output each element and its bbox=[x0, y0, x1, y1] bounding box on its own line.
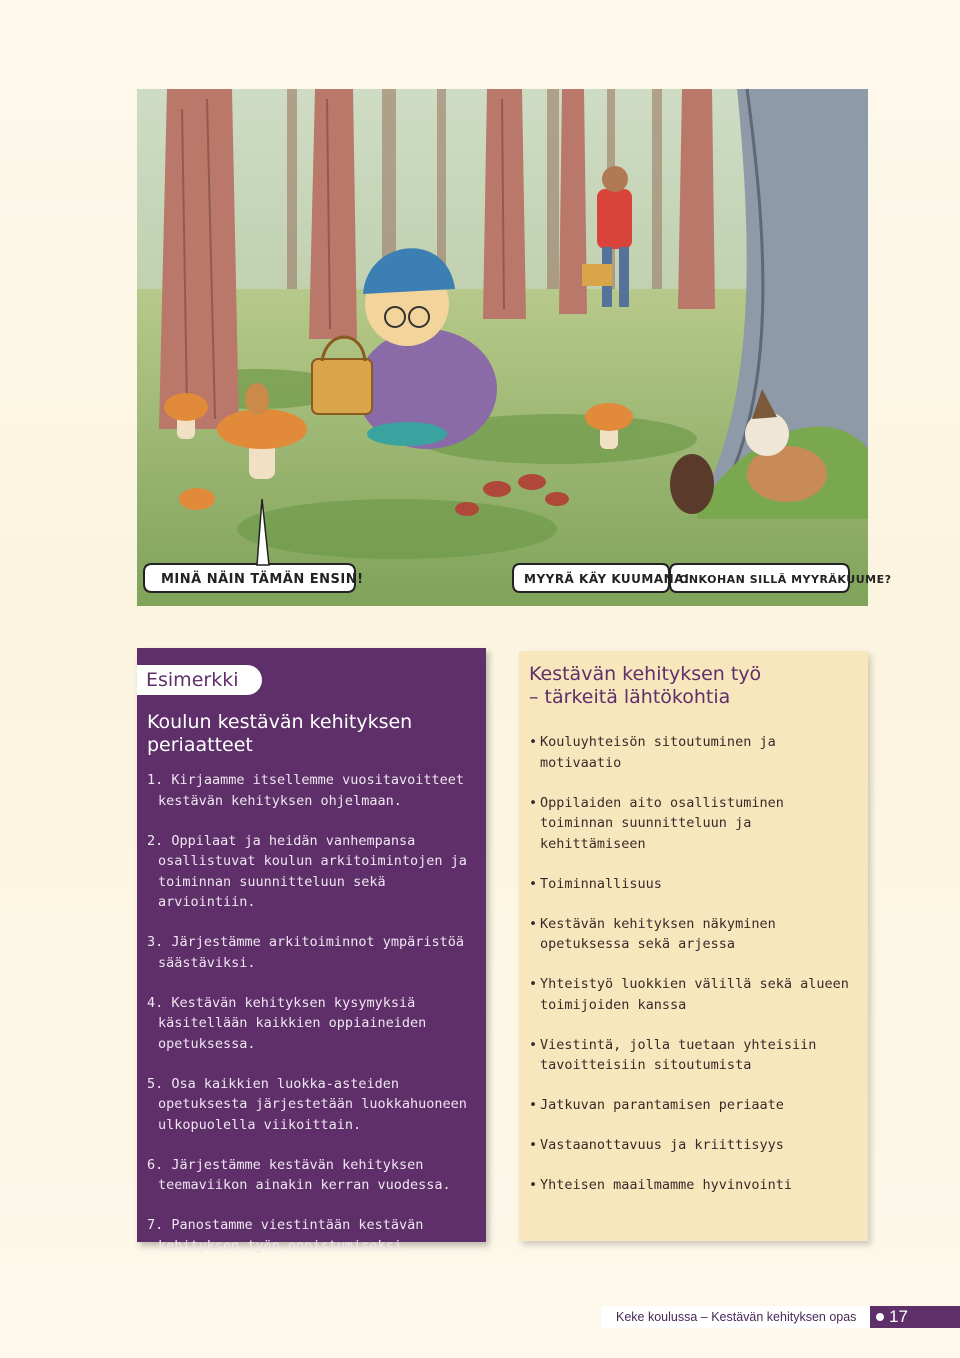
bullet-icon: • bbox=[529, 875, 538, 892]
basis-panel bbox=[519, 651, 868, 1241]
principle-item: 5. Osa kaikkien luokka-asteiden opetuksesta järjestetään luokkahuoneen ulkopuolella viikoittain. bbox=[147, 1075, 467, 1133]
basis-item bbox=[529, 732, 861, 773]
speech-bubble-right: ONKOHAN SILLÄ MYYRÄKUUME? bbox=[679, 573, 892, 586]
bullet-icon: • bbox=[529, 1036, 538, 1053]
page-dot-icon bbox=[876, 1313, 884, 1321]
forest-drawing bbox=[137, 89, 892, 606]
basis-title bbox=[529, 663, 859, 709]
basis-title-line2: – tärkeitä lähtökohtia bbox=[529, 686, 731, 708]
basis-item bbox=[529, 914, 861, 955]
speech-bubble-middle: MYYRÄ KÄY KUUMANA! bbox=[524, 572, 690, 586]
bullet-icon: • bbox=[529, 976, 538, 992]
bullet-icon: • bbox=[529, 794, 538, 811]
basis-item-text: Jatkuvan parantamisen periaate bbox=[540, 1097, 784, 1113]
basis-item-text: Viestintä, jolla tuetaan yhteisiin tavoitteisiin sitoutumista bbox=[540, 1036, 817, 1073]
basis-item bbox=[529, 874, 861, 895]
basis-item-text: Yhteistyö luokkien välillä sekä alueen toimijoiden kanssa bbox=[540, 976, 849, 1013]
bullet-icon: • bbox=[529, 1097, 538, 1113]
basis-item-text: Kestävän kehityksen näkyminen opetuksessa sekä arjessa bbox=[540, 915, 776, 952]
basis-title-line1: Kestävän kehityksen työ bbox=[529, 663, 762, 685]
example-panel bbox=[137, 648, 486, 1254]
basis-item-text: Oppilaiden aito osallistuminen toiminnan suunnitteluun ja kehittämiseen bbox=[540, 794, 784, 852]
basis-item bbox=[529, 1095, 861, 1116]
bullet-icon: • bbox=[529, 1137, 538, 1153]
principles-list bbox=[147, 770, 477, 1276]
bullet-icon: • bbox=[529, 734, 538, 750]
speech-bubble-left: MINÄ NÄIN TÄMÄN ENSIN! bbox=[161, 572, 364, 587]
example-title-line2: periaatteet bbox=[147, 734, 253, 756]
basis-item bbox=[529, 974, 861, 1015]
example-tab-label: Esimerkki bbox=[137, 665, 262, 695]
bullet-icon: • bbox=[529, 1177, 538, 1193]
example-title-line1: Koulun kestävän kehityksen bbox=[147, 711, 413, 733]
principle-item: 2. Oppilaat ja heidän vanhempansa osallistuvat koulun arkitoimintojen ja toiminnan suunnitteluun sekä arviointiin. bbox=[147, 832, 467, 910]
basis-item bbox=[529, 1135, 861, 1156]
principle-item: 4. Kestävän kehityksen kysymyksiä käsitellään kaikkien oppiaineiden opetuksessa. bbox=[147, 994, 427, 1052]
footer-publication-title: Keke koulussa – Kestävän kehityksen opas bbox=[616, 1310, 857, 1324]
principle-item: 6. Järjestämme kestävän kehityksen teemaviikon ainakin kerran vuodessa. bbox=[147, 1156, 451, 1193]
basis-list bbox=[529, 732, 861, 1215]
basis-item bbox=[529, 1175, 861, 1196]
basis-item bbox=[529, 1035, 861, 1076]
example-title bbox=[147, 711, 467, 757]
principle-item: 3. Järjestämme arkitoiminnot ympäristöä säästäviksi. bbox=[147, 934, 464, 971]
forest-illustration bbox=[137, 89, 892, 606]
page-number: 17 bbox=[889, 1307, 908, 1326]
basis-item bbox=[529, 793, 861, 855]
basis-item-text: Toiminnallisuus bbox=[540, 875, 662, 892]
principle-item: 1. Kirjaamme itsellemme vuositavoitteet kestävän kehityksen ohjelmaan. bbox=[147, 772, 464, 809]
basis-item-text: Kouluyhteisön sitoutuminen ja motivaatio bbox=[540, 734, 776, 771]
bullet-icon: • bbox=[529, 915, 538, 932]
basis-item-text: Yhteisen maailmamme hyvinvointi bbox=[540, 1177, 792, 1193]
principle-item: 7. Panostamme viestintään kestävän kehityksen työn onnistumiseksi. bbox=[147, 1217, 424, 1254]
basis-item-text: Vastaanottavuus ja kriittisyys bbox=[540, 1137, 784, 1153]
